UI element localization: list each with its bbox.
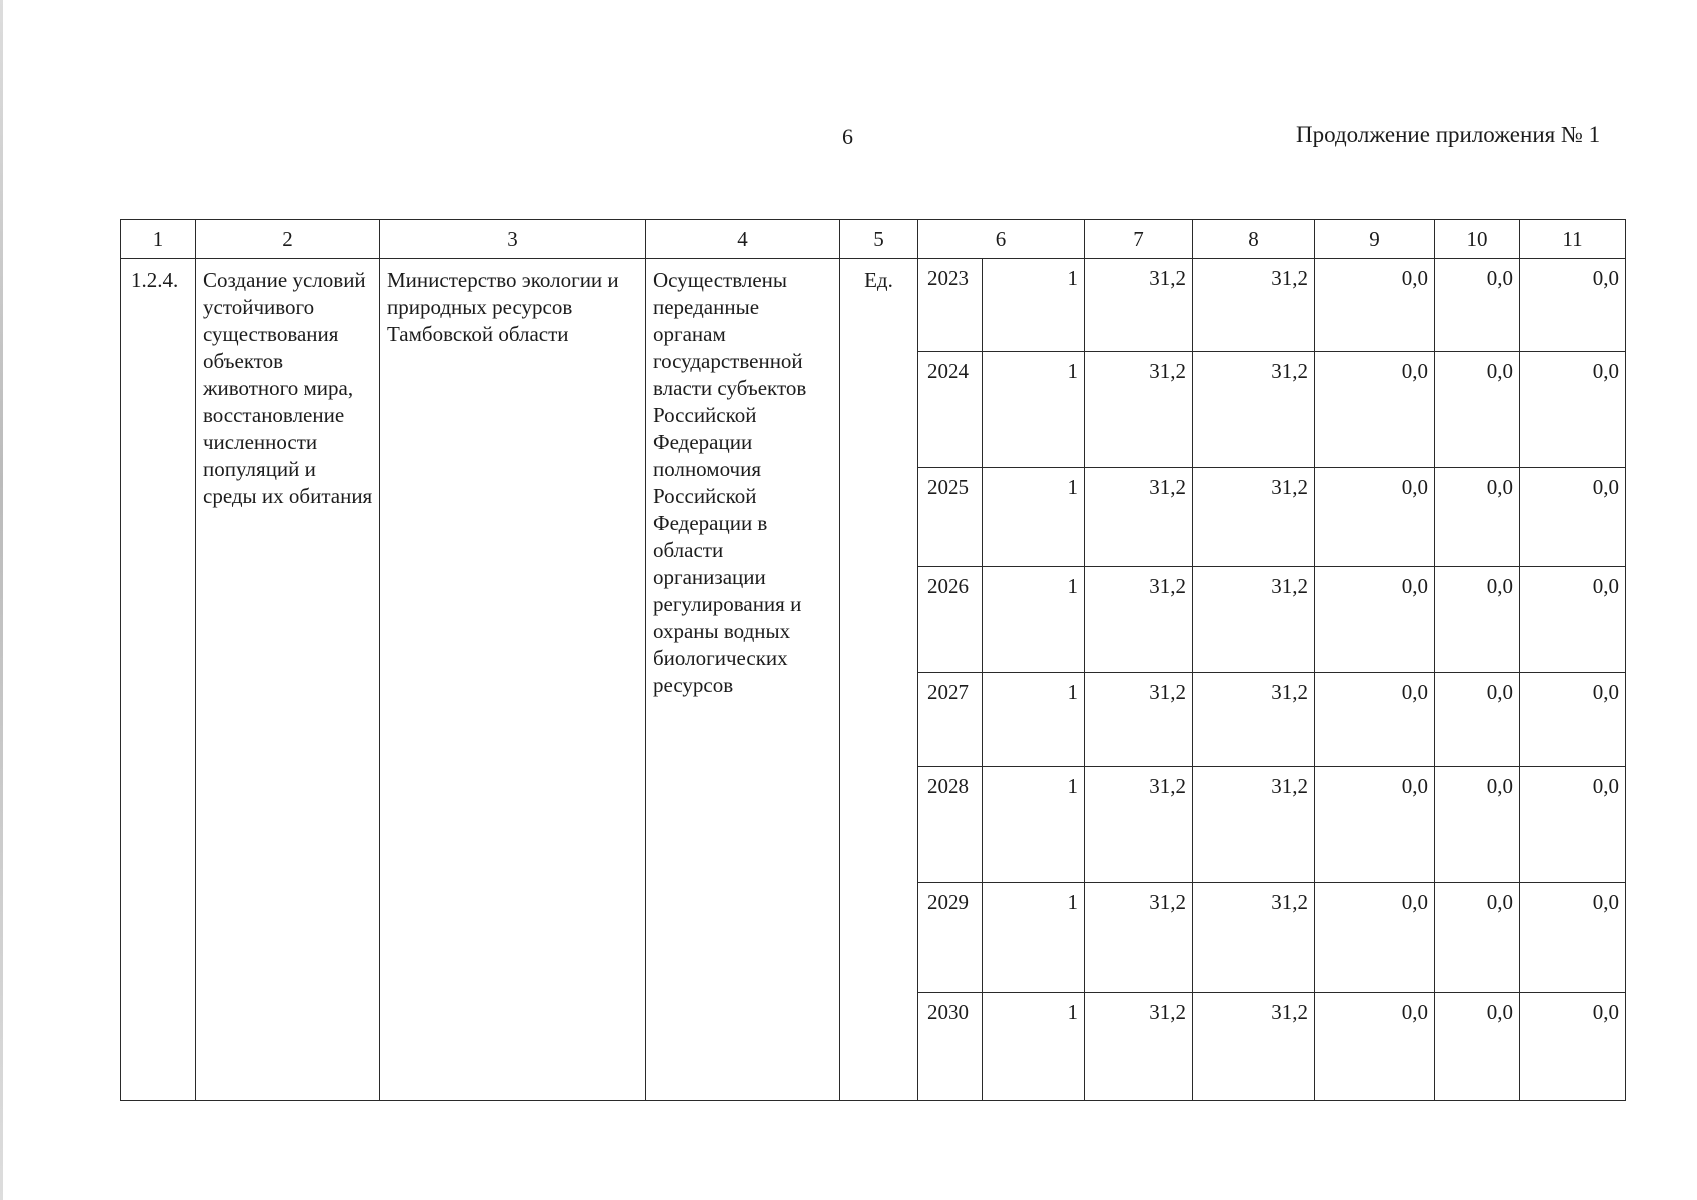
- appendix-table: [120, 219, 1626, 1101]
- funding-cell: 0,0: [1435, 259, 1520, 352]
- column-header: 5: [840, 220, 918, 259]
- year-cell: 2027: [918, 673, 983, 767]
- year-cell: 2023: [918, 259, 983, 352]
- column-header: 4: [646, 220, 840, 259]
- indicator-value-cell: 1: [983, 673, 1085, 767]
- funding-cell: 0,0: [1520, 673, 1626, 767]
- total-funding-cell: 31,2: [1085, 883, 1193, 993]
- funding-cell: 0,0: [1315, 567, 1435, 673]
- funding-cell: 0,0: [1520, 468, 1626, 567]
- funding-cell: 0,0: [1435, 993, 1520, 1101]
- year-cell: 2024: [918, 352, 983, 468]
- column-header: 10: [1435, 220, 1520, 259]
- indicator-value-cell: 1: [983, 468, 1085, 567]
- indicator-value-cell: 1: [983, 883, 1085, 993]
- funding-cell: 31,2: [1193, 567, 1315, 673]
- year-cell: 2026: [918, 567, 983, 673]
- column-header: 1: [121, 220, 196, 259]
- funding-cell: 0,0: [1520, 767, 1626, 883]
- scan-edge: [0, 0, 3, 1200]
- responsible-executor: Министерство экологии и природных ресурсов Тамбовской области: [380, 259, 646, 1101]
- funding-cell: 0,0: [1520, 259, 1626, 352]
- measure-description: Создание условий устойчивого существования объектов животного мира, восстановление численности популяций и среды их обитания: [196, 259, 380, 1101]
- funding-cell: 31,2: [1193, 993, 1315, 1101]
- indicator-value-cell: 1: [983, 767, 1085, 883]
- item-code: 1.2.4.: [121, 259, 196, 1101]
- column-header: 9: [1315, 220, 1435, 259]
- funding-cell: 0,0: [1435, 468, 1520, 567]
- funding-cell: 31,2: [1193, 259, 1315, 352]
- funding-cell: 0,0: [1435, 883, 1520, 993]
- total-funding-cell: 31,2: [1085, 352, 1193, 468]
- funding-cell: 31,2: [1193, 673, 1315, 767]
- funding-cell: 0,0: [1315, 767, 1435, 883]
- column-header: 3: [380, 220, 646, 259]
- total-funding-cell: 31,2: [1085, 567, 1193, 673]
- funding-cell: 0,0: [1520, 883, 1626, 993]
- column-header: 11: [1520, 220, 1626, 259]
- funding-cell: 0,0: [1520, 567, 1626, 673]
- funding-cell: 0,0: [1435, 673, 1520, 767]
- indicator-description: Осуществлены переданные органам государственной власти субъектов Российской Федерации полномочия Российской Федерации в области организации регулирования и охраны водных биологических ресурсов: [646, 259, 840, 1101]
- funding-cell: 0,0: [1435, 352, 1520, 468]
- column-number-row: [121, 220, 1626, 259]
- funding-cell: 0,0: [1435, 767, 1520, 883]
- funding-cell: 31,2: [1193, 767, 1315, 883]
- funding-cell: 0,0: [1315, 468, 1435, 567]
- unit-of-measure: Ед.: [840, 259, 918, 1101]
- indicator-value-cell: 1: [983, 993, 1085, 1101]
- funding-cell: 0,0: [1435, 567, 1520, 673]
- funding-cell: 0,0: [1520, 993, 1626, 1101]
- funding-cell: 0,0: [1315, 883, 1435, 993]
- year-cell: 2030: [918, 993, 983, 1101]
- column-header: 6: [918, 220, 1085, 259]
- year-row: [121, 259, 1626, 352]
- funding-cell: 0,0: [1315, 352, 1435, 468]
- indicator-value-cell: 1: [983, 352, 1085, 468]
- funding-cell: 31,2: [1193, 883, 1315, 993]
- appendix-continuation-note: Продолжение приложения № 1: [1296, 122, 1601, 147]
- indicator-value-cell: 1: [983, 567, 1085, 673]
- total-funding-cell: 31,2: [1085, 767, 1193, 883]
- column-header: 8: [1193, 220, 1315, 259]
- column-header: 2: [196, 220, 380, 259]
- year-cell: 2029: [918, 883, 983, 993]
- funding-cell: 0,0: [1315, 993, 1435, 1101]
- indicator-value-cell: 1: [983, 259, 1085, 352]
- year-cell: 2025: [918, 468, 983, 567]
- funding-cell: 0,0: [1315, 673, 1435, 767]
- page-number: 6: [842, 124, 853, 149]
- funding-cell: 0,0: [1520, 352, 1626, 468]
- funding-cell: 31,2: [1193, 468, 1315, 567]
- funding-cell: 31,2: [1193, 352, 1315, 468]
- total-funding-cell: 31,2: [1085, 993, 1193, 1101]
- funding-cell: 0,0: [1315, 259, 1435, 352]
- total-funding-cell: 31,2: [1085, 673, 1193, 767]
- year-cell: 2028: [918, 767, 983, 883]
- total-funding-cell: 31,2: [1085, 259, 1193, 352]
- column-header: 7: [1085, 220, 1193, 259]
- total-funding-cell: 31,2: [1085, 468, 1193, 567]
